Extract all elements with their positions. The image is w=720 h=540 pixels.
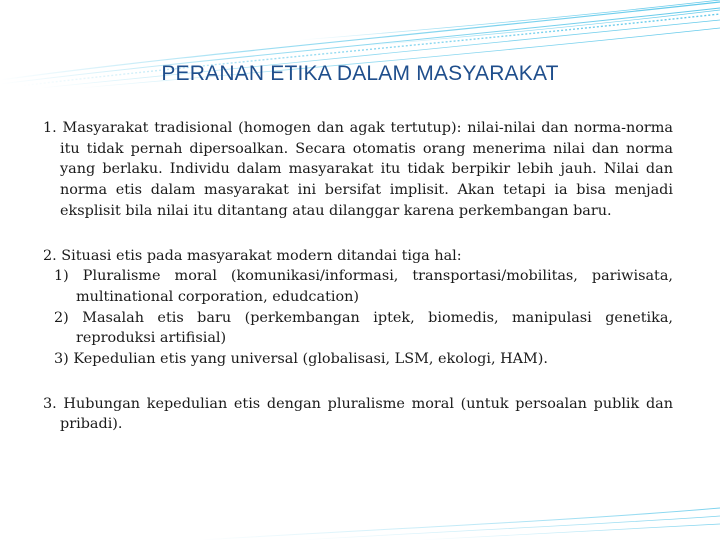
- slide-title: PERANAN ETIKA DALAM MASYARAKAT: [161, 62, 559, 85]
- point-2-subitem-3: 3) Kepedulian etis yang universal (globalisasi, LSM, ekologi, HAM).: [54, 351, 548, 368]
- point-2: 2. Situasi etis pada masyarakat modern ditandai tiga hal:: [43, 247, 462, 264]
- point-1: 1. Masyarakat tradisional (homogen dan agak tertutup): nilai-nilai dan norma-norma itu tidak pernah dipersoalkan. Secara otomatis orang menerima nilai dan norma yang berlaku. Individu dalam masyarakat itu tidak berpikir lebih jauh. Nilai dan norma etis dalam masyarakat ini bersifat implisit. Akan tetapi ia bisa menjadi eksplisit bila nilai itu ditantang atau dilanggar karena perkembangan baru.: [43, 120, 673, 219]
- point-2-subitem-1: 1) Pluralisme moral (komunikasi/informasi, transportasi/mobilitas, pariwisata, multinational corporation, edudcation): [54, 268, 673, 305]
- point-2-subitem-2: 2) Masalah etis baru (perkembangan iptek, biomedis, manipulasi genetika, reproduksi artifisial): [54, 309, 673, 347]
- slide-content: [43, 118, 673, 435]
- point-3: 3. Hubungan kepedulian etis dengan pluralisme moral (untuk persoalan publik dan pribadi).: [43, 395, 673, 433]
